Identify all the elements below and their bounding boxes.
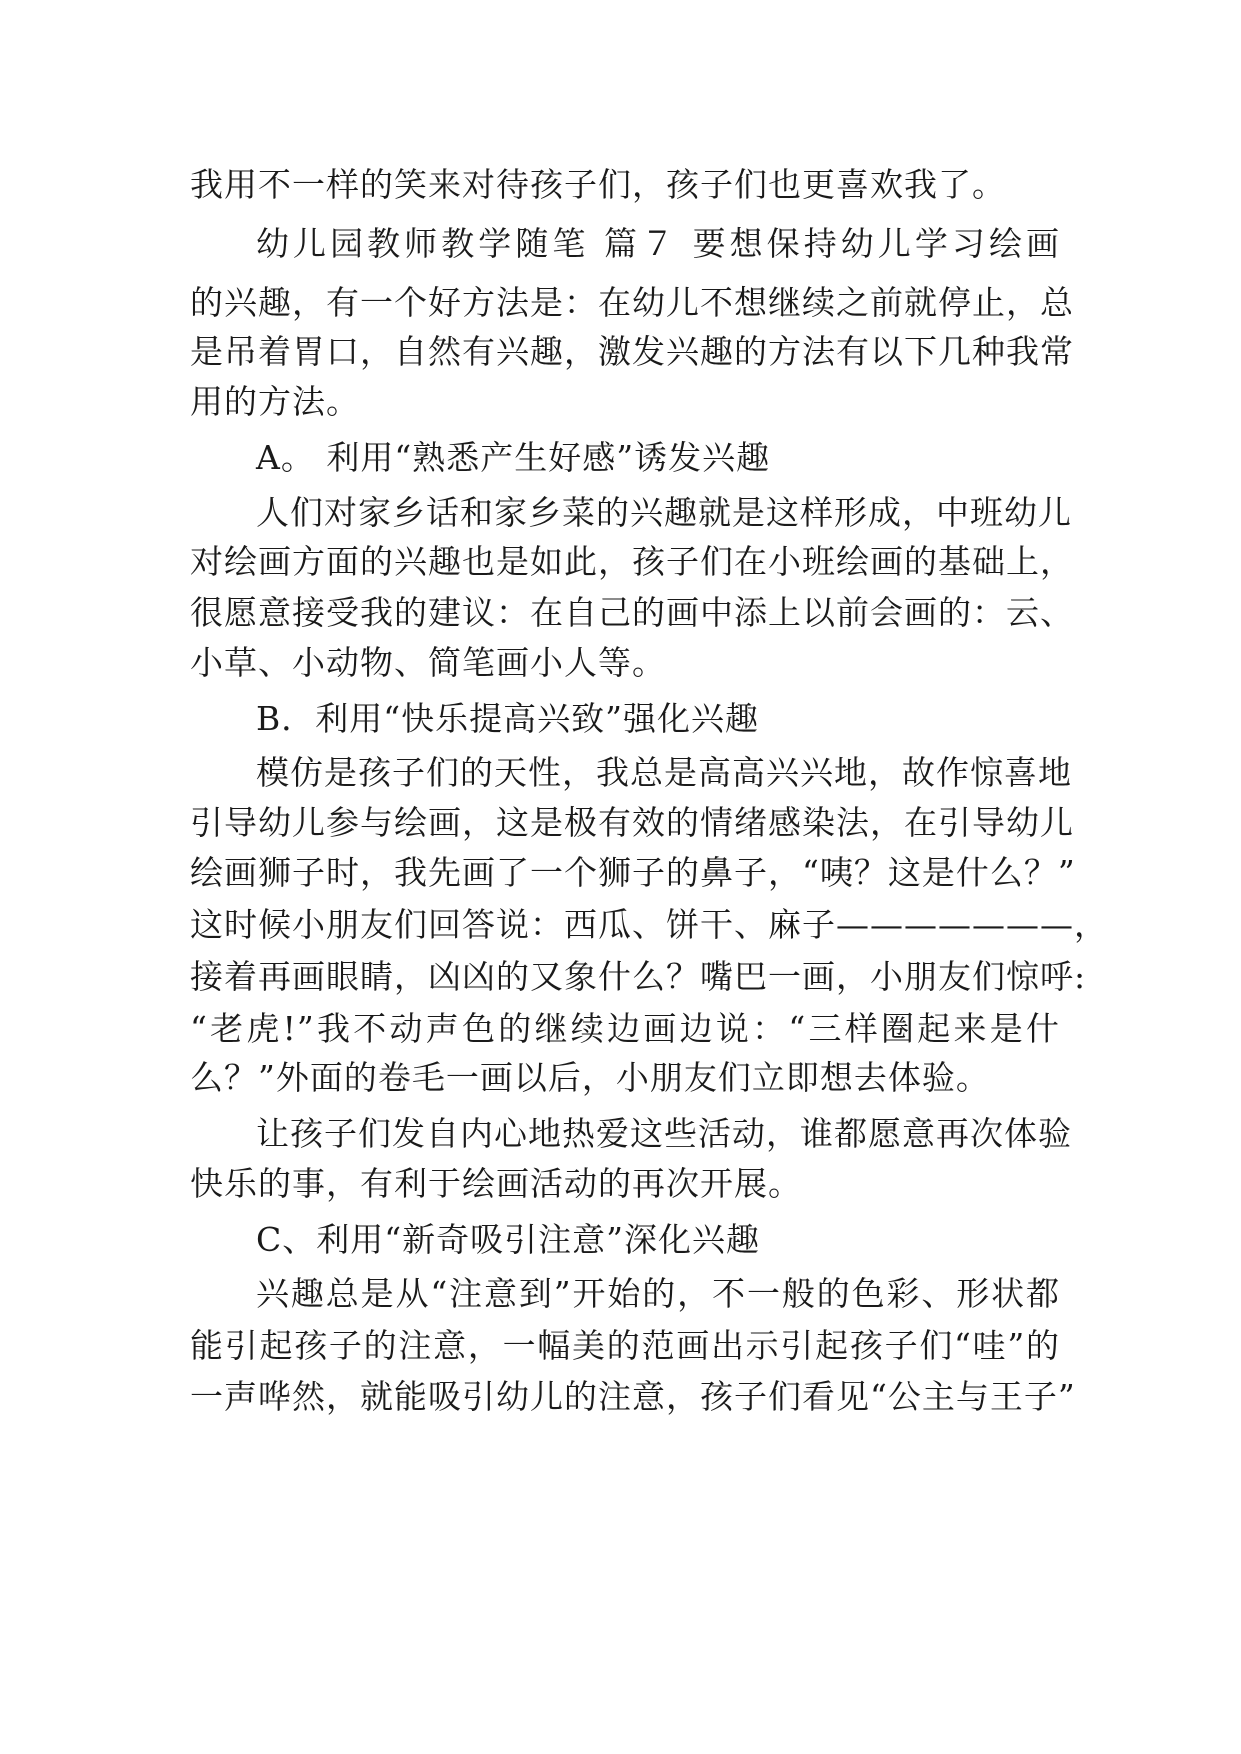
text-line: 绘画狮子时，我先画了一个狮子的鼻子，“咦？这是什么？” [190, 853, 1076, 892]
text-line: 很愿意接受我的建议：在自己的画中添上以前会画的：云、 [190, 593, 1074, 632]
text-line: 小草、小动物、简笔画小人等。 [190, 643, 666, 682]
subheading-c: C、利用“新奇吸引注意”深化兴趣 [256, 1220, 760, 1259]
text-line: 接着再画眼睛，凶凶的又象什么？嘴巴一画，小朋友们惊呼: [190, 957, 1087, 996]
text-line: 我用不一样的笑来对待孩子们，孩子们也更喜欢我了。 [190, 165, 1006, 204]
text-line: 一声哗然，就能吸引幼儿的注意，孩子们看见“公主与王子” [190, 1377, 1076, 1416]
text-line: 引导幼儿参与绘画，这是极有效的情绪感染法，在引导幼儿 [190, 803, 1074, 842]
text-line: 是吊着胃口，自然有兴趣，激发兴趣的方法有以下几种我常 [190, 332, 1074, 371]
subheading-b: B．利用“快乐提高兴致”强化兴趣 [256, 699, 759, 738]
text-line: 模仿是孩子们的天性，我总是高高兴兴地，故作惊喜地 [256, 753, 1072, 792]
text-line: 么？”外面的卷毛一画以后，小朋友们立即想去体验。 [190, 1058, 990, 1097]
text-line: 人们对家乡话和家乡菜的兴趣就是这样形成，中班幼儿 [256, 493, 1072, 532]
text-line: 对绘画方面的兴趣也是如此，孩子们在小班绘画的基础上， [190, 542, 1074, 581]
text-line: 兴趣总是从“注意到”开始的，不一般的色彩、形状都 [256, 1274, 1060, 1313]
text-line: 用的方法。 [190, 382, 360, 421]
text-line: 的兴趣，有一个好方法是：在幼儿不想继续之前就停止，总 [190, 283, 1074, 322]
text-line: “老虎!”我不动声色的继续边画边说：“三样圈起来是什 [190, 1009, 1060, 1048]
text-line: 让孩子们发自内心地热爱这些活动，谁都愿意再次体验 [256, 1114, 1072, 1153]
text-line: 快乐的事，有利于绘画活动的再次开展。 [190, 1164, 802, 1203]
section-heading-line: 幼儿园教师教学随笔 篇７ 要想保持幼儿学习绘画 [256, 224, 1060, 263]
text-line: 能引起孩子的注意，一幅美的范画出示引起孩子们“哇”的 [190, 1326, 1060, 1365]
text-line: 这时候小朋友们回答说：西瓜、饼干、麻子———————， [190, 905, 1108, 944]
subheading-a: A。 利用“熟悉产生好感”诱发兴趣 [256, 438, 771, 477]
